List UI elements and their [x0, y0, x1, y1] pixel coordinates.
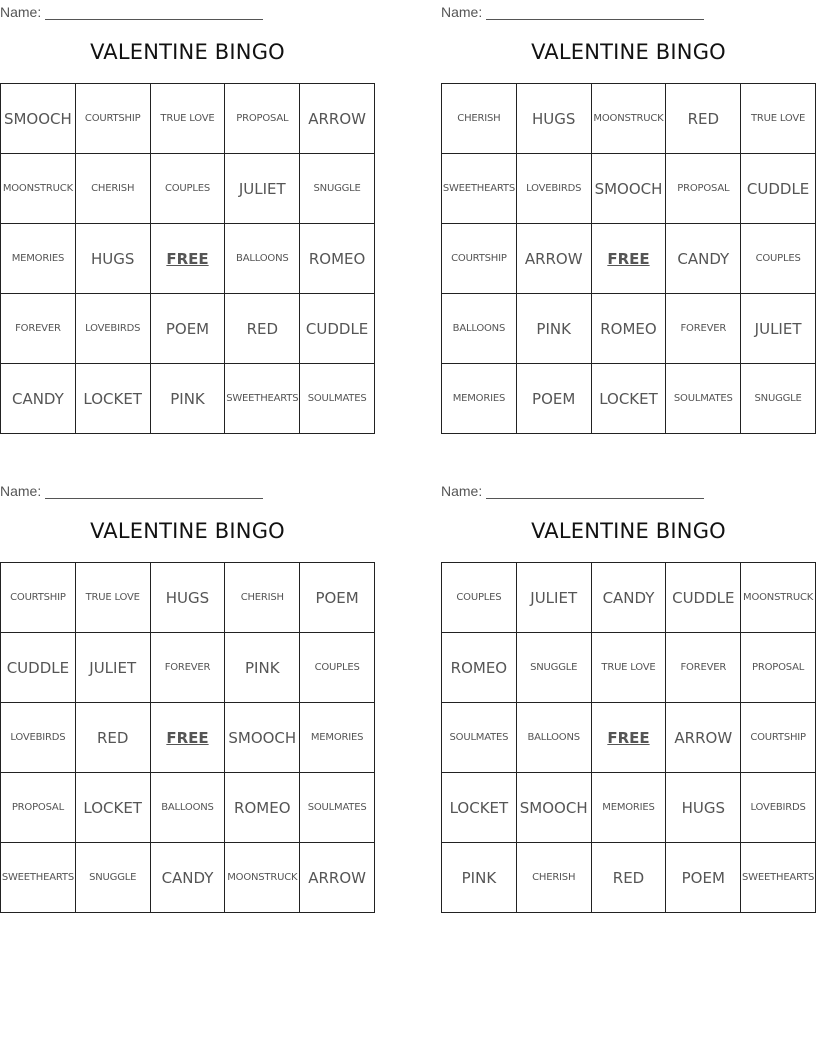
- name-blank-line: [486, 5, 704, 20]
- bingo-cell: FOREVER: [150, 633, 225, 703]
- bingo-cell: MOONSTRUCK: [741, 563, 816, 633]
- bingo-cell: POEM: [666, 843, 741, 913]
- bingo-cell: CHERISH: [442, 84, 517, 154]
- bingo-cell: BALLOONS: [516, 703, 591, 773]
- name-label: Name:: [441, 4, 483, 20]
- bingo-cell: CUDDLE: [666, 563, 741, 633]
- free-space-cell: FREE: [591, 703, 666, 773]
- bingo-cell: ROMEO: [442, 633, 517, 703]
- name-label: Name:: [0, 483, 42, 499]
- bingo-cell: JULIET: [225, 154, 300, 224]
- bingo-cell: SNUGGLE: [516, 633, 591, 703]
- bingo-cell: BALLOONS: [442, 294, 517, 364]
- name-blank-line: [45, 484, 263, 499]
- bingo-row: [1, 294, 375, 364]
- bingo-cell: COUPLES: [300, 633, 375, 703]
- bingo-row: [442, 224, 816, 294]
- bingo-row: [1, 633, 375, 703]
- bingo-cell: MEMORIES: [1, 224, 76, 294]
- bingo-cell: PROPOSAL: [1, 773, 76, 843]
- bingo-grid: [0, 83, 375, 434]
- bingo-cell: LOVEBIRDS: [75, 294, 150, 364]
- bingo-row: [442, 294, 816, 364]
- bingo-cell: RED: [591, 843, 666, 913]
- free-space-cell: FREE: [150, 224, 225, 294]
- bingo-row: [442, 154, 816, 224]
- bingo-cell: SMOOCH: [516, 773, 591, 843]
- bingo-cell: TRUE LOVE: [75, 563, 150, 633]
- bingo-cell: SWEETHEARTS: [225, 364, 300, 434]
- bingo-row: [442, 633, 816, 703]
- bingo-cell: SNUGGLE: [75, 843, 150, 913]
- bingo-cell: TRUE LOVE: [741, 84, 816, 154]
- bingo-cell: MOONSTRUCK: [225, 843, 300, 913]
- bingo-cell: COURTSHIP: [741, 703, 816, 773]
- bingo-cell: CUDDLE: [741, 154, 816, 224]
- bingo-cell: RED: [666, 84, 741, 154]
- bingo-cell: SWEETHEARTS: [1, 843, 76, 913]
- bingo-cell: PINK: [442, 843, 517, 913]
- bingo-cell: MOONSTRUCK: [591, 84, 666, 154]
- name-field: [0, 481, 263, 499]
- bingo-row: [1, 364, 375, 434]
- bingo-cell: MEMORIES: [300, 703, 375, 773]
- name-field: [441, 481, 704, 499]
- bingo-card: [441, 0, 816, 440]
- bingo-cell: HUGS: [516, 84, 591, 154]
- bingo-cell: CANDY: [591, 563, 666, 633]
- bingo-row: [1, 84, 375, 154]
- bingo-cell: LOCKET: [75, 773, 150, 843]
- bingo-cell: PROPOSAL: [741, 633, 816, 703]
- bingo-cell: CANDY: [666, 224, 741, 294]
- bingo-cell: SMOOCH: [1, 84, 76, 154]
- bingo-cell: LOCKET: [442, 773, 517, 843]
- bingo-cell: COUPLES: [442, 563, 517, 633]
- bingo-cell: POEM: [150, 294, 225, 364]
- bingo-cell: SWEETHEARTS: [442, 154, 517, 224]
- bingo-cell: COURTSHIP: [442, 224, 517, 294]
- bingo-cell: ARROW: [516, 224, 591, 294]
- bingo-cell: COURTSHIP: [1, 563, 76, 633]
- bingo-grid: [441, 83, 816, 434]
- bingo-cell: POEM: [516, 364, 591, 434]
- bingo-cell: LOCKET: [591, 364, 666, 434]
- bingo-cell: TRUE LOVE: [150, 84, 225, 154]
- bingo-row: [1, 563, 375, 633]
- bingo-cell: POEM: [300, 563, 375, 633]
- bingo-cell: FOREVER: [666, 633, 741, 703]
- bingo-cell: ARROW: [300, 84, 375, 154]
- bingo-cell: ARROW: [666, 703, 741, 773]
- bingo-cell: JULIET: [75, 633, 150, 703]
- bingo-row: [442, 703, 816, 773]
- bingo-cell: MEMORIES: [591, 773, 666, 843]
- bingo-grid: [441, 562, 816, 913]
- card-title: VALENTINE BINGO: [90, 40, 285, 64]
- bingo-cell: ROMEO: [300, 224, 375, 294]
- bingo-row: [442, 563, 816, 633]
- bingo-cell: MEMORIES: [442, 364, 517, 434]
- bingo-cell: CHERISH: [225, 563, 300, 633]
- bingo-cell: RED: [75, 703, 150, 773]
- bingo-cell: JULIET: [741, 294, 816, 364]
- bingo-cell: SOULMATES: [300, 364, 375, 434]
- bingo-row: [1, 224, 375, 294]
- bingo-cell: JULIET: [516, 563, 591, 633]
- bingo-row: [1, 843, 375, 913]
- bingo-cell: HUGS: [666, 773, 741, 843]
- bingo-cell: CUDDLE: [1, 633, 76, 703]
- bingo-cell: BALLOONS: [225, 224, 300, 294]
- card-title: VALENTINE BINGO: [531, 519, 726, 543]
- bingo-row: [442, 773, 816, 843]
- bingo-cell: ROMEO: [225, 773, 300, 843]
- bingo-cell: SNUGGLE: [741, 364, 816, 434]
- bingo-cell: HUGS: [150, 563, 225, 633]
- bingo-cell: SMOOCH: [225, 703, 300, 773]
- bingo-cell: SWEETHEARTS: [741, 843, 816, 913]
- bingo-cell: SOULMATES: [300, 773, 375, 843]
- free-space-cell: FREE: [591, 224, 666, 294]
- name-field: [441, 2, 704, 20]
- name-label: Name:: [0, 4, 42, 20]
- bingo-cell: COURTSHIP: [75, 84, 150, 154]
- bingo-cell: SMOOCH: [591, 154, 666, 224]
- bingo-row: [442, 84, 816, 154]
- bingo-row: [1, 773, 375, 843]
- bingo-cell: LOVEBIRDS: [516, 154, 591, 224]
- bingo-cell: SOULMATES: [442, 703, 517, 773]
- bingo-cell: FOREVER: [666, 294, 741, 364]
- bingo-cell: MOONSTRUCK: [1, 154, 76, 224]
- name-label: Name:: [441, 483, 483, 499]
- bingo-row: [442, 364, 816, 434]
- card-title: VALENTINE BINGO: [90, 519, 285, 543]
- bingo-cell: HUGS: [75, 224, 150, 294]
- bingo-cell: PINK: [150, 364, 225, 434]
- bingo-cell: CANDY: [1, 364, 76, 434]
- bingo-card: [0, 479, 375, 919]
- bingo-cell: LOVEBIRDS: [1, 703, 76, 773]
- name-blank-line: [486, 484, 704, 499]
- bingo-cell: ARROW: [300, 843, 375, 913]
- bingo-cell: SOULMATES: [666, 364, 741, 434]
- free-space-cell: FREE: [150, 703, 225, 773]
- bingo-card: [441, 479, 816, 919]
- bingo-row: [1, 154, 375, 224]
- bingo-cell: TRUE LOVE: [591, 633, 666, 703]
- bingo-cell: CANDY: [150, 843, 225, 913]
- bingo-cell: RED: [225, 294, 300, 364]
- bingo-cell: CHERISH: [516, 843, 591, 913]
- bingo-card: [0, 0, 375, 440]
- bingo-cell: LOVEBIRDS: [741, 773, 816, 843]
- card-title: VALENTINE BINGO: [531, 40, 726, 64]
- name-field: [0, 2, 263, 20]
- bingo-grid: [0, 562, 375, 913]
- bingo-cell: ROMEO: [591, 294, 666, 364]
- bingo-cell: CUDDLE: [300, 294, 375, 364]
- bingo-cell: PINK: [225, 633, 300, 703]
- bingo-cell: PROPOSAL: [666, 154, 741, 224]
- bingo-cell: COUPLES: [150, 154, 225, 224]
- name-blank-line: [45, 5, 263, 20]
- bingo-cell: PROPOSAL: [225, 84, 300, 154]
- bingo-cell: COUPLES: [741, 224, 816, 294]
- bingo-cell: CHERISH: [75, 154, 150, 224]
- bingo-cell: BALLOONS: [150, 773, 225, 843]
- bingo-cell: PINK: [516, 294, 591, 364]
- bingo-row: [442, 843, 816, 913]
- bingo-row: [1, 703, 375, 773]
- bingo-cell: FOREVER: [1, 294, 76, 364]
- bingo-cell: SNUGGLE: [300, 154, 375, 224]
- bingo-cell: LOCKET: [75, 364, 150, 434]
